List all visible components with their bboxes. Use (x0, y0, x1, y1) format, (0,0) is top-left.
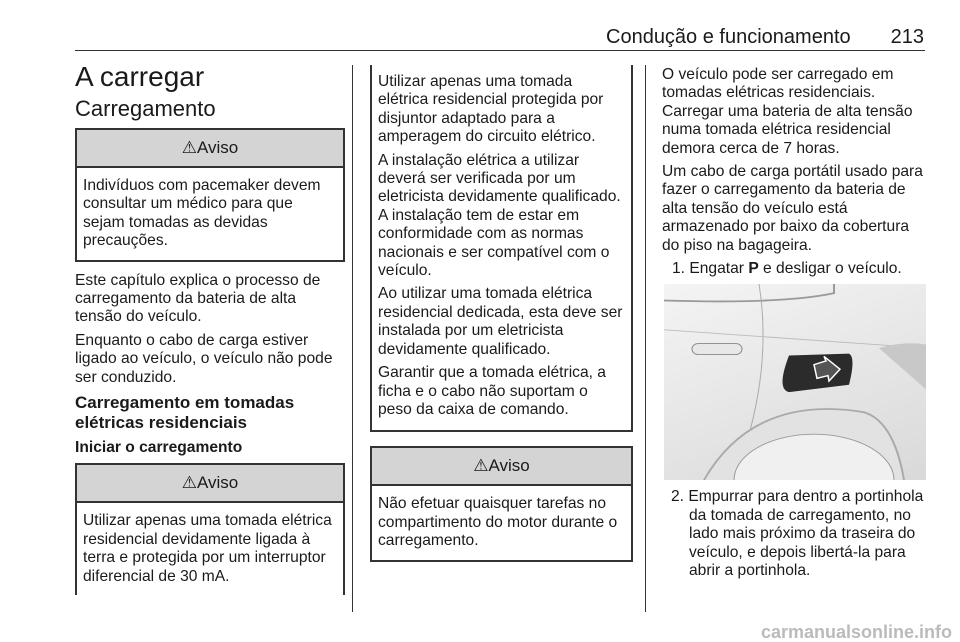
section-heading: Carregamento (75, 96, 216, 121)
page-header (606, 26, 924, 48)
column-1 (75, 62, 345, 605)
column-3 (662, 66, 928, 586)
subheading: Iniciar o carregamento (75, 439, 243, 457)
warning-icon: ⚠ (181, 473, 197, 493)
warning-label: Aviso (196, 473, 239, 493)
step-2 (662, 488, 928, 580)
paragraph: Este capítulo explica o processo de carregamento da bateria de alta tensão do veículo. (75, 271, 321, 326)
column-2 (370, 65, 633, 572)
watermark: carmanualsonline.info (760, 622, 952, 642)
warning-box (75, 128, 345, 262)
step-text: e desligar o veículo. (758, 260, 902, 278)
step-1 (662, 260, 928, 278)
paragraph: O veículo pode ser carregado em tomadas elétricas residenciais. Carregar uma bateria de alta tensão numa tomada elétrica residencial demora cerca de 7 horas. (662, 66, 913, 157)
paragraph: Utilizar apenas uma tomada elétrica residencial protegida por disjuntor adaptado para a amperagem do circuito elétrico. (378, 73, 604, 146)
gear-p: P (748, 260, 759, 278)
warning-continuation (370, 65, 633, 432)
section-title: Condução e funcionamento (606, 26, 851, 48)
step-number: 2. (671, 488, 685, 506)
warning-label: Aviso (196, 138, 239, 157)
warning-header (372, 448, 631, 486)
warning-icon: ⚠ (473, 456, 489, 476)
paragraph: Enquanto o cabo de carga estiver ligado ao veículo, o veículo não pode ser conduzido. (75, 331, 333, 386)
column-divider (352, 65, 353, 612)
warning-header (77, 130, 343, 168)
step-number: 1. (672, 260, 686, 278)
warning-box (370, 446, 633, 561)
column-divider (645, 65, 646, 612)
warning-icon: ⚠ (181, 138, 197, 157)
subsection-heading: Carregamento em tomadas elétricas residenciais (75, 393, 295, 433)
paragraph: Garantir que a tomada elétrica, a ficha e o cabo não suportam o peso da caixa de comando. (378, 364, 606, 418)
paragraph: A instalação elétrica a utilizar deverá ser verificada por um eletricista devidamente qualificado. A instalação tem de estar em conformidade com as normas nacionais e ser compatível com o veículo. (378, 151, 621, 280)
warning-text: Utilizar apenas uma tomada elétrica residencial devidamente ligada à terra e protegida por um interruptor diferencial de 30 mA. (83, 512, 332, 585)
paragraph: Ao utilizar uma tomada elétrica residencial dedicada, esta deve ser instalada por um eletricista devidamente qualificado. (378, 285, 623, 358)
warning-label: Aviso (488, 456, 530, 476)
step-text: Engatar (689, 260, 749, 278)
warning-text: Indivíduos com pacemaker devem consultar um médico para que sejam tomadas as devidas precauções. (83, 177, 321, 250)
page-title: A carregar (75, 61, 205, 92)
page-number: 213 (890, 26, 924, 48)
step-text: Empurrar para dentro a portinhola da tomada de carregamento, no lado mais próximo da traseira do veículo, e depois libertá-la para abrir a portinhola. (688, 488, 924, 580)
warning-header (77, 465, 343, 503)
header-rule (75, 50, 925, 51)
warning-box (75, 463, 345, 595)
charging-port-illustration (664, 284, 926, 480)
paragraph: Um cabo de carga portátil usado para fazer o carregamento da bateria de alta tensão do veículo está armazenado por baixo da cobertura do piso na bagageira. (662, 163, 923, 254)
warning-text: Não efetuar quaisquer tarefas no compartimento do motor durante o carregamento. (378, 495, 618, 550)
